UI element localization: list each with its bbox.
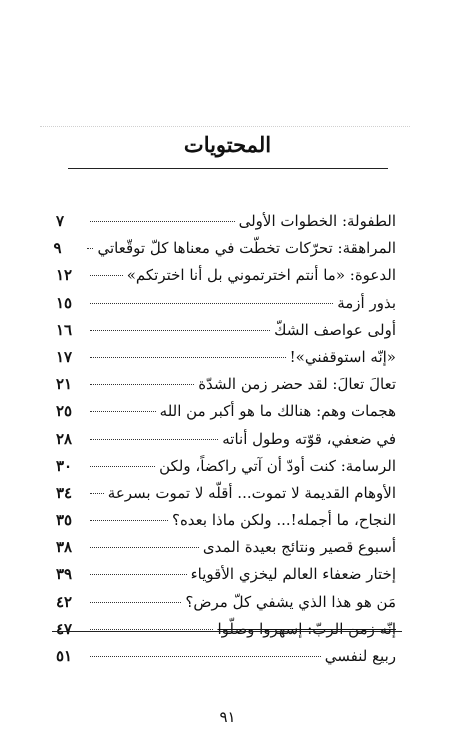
toc-entry-title: إنّه زمن الربّ: إسهروا وصلّوا [217,619,396,638]
dot-leader [90,629,213,630]
toc-entry-title: الطفولة: الخطوات الأولى [238,212,396,230]
toc-entry-title: بذور أزمة [337,293,396,312]
toc-entry-page-number: ٧ [56,212,65,230]
toc-entry [56,208,396,235]
toc-entry [56,616,396,643]
toc-entry-page-number: ١٦ [56,320,73,339]
toc-entry [56,290,396,317]
toc-entry-page-number: ١٧ [56,347,73,366]
toc-entry-page-number: ٢٨ [56,429,73,448]
dot-leader [90,439,218,440]
toc-entry-page-number: ١٥ [56,293,73,312]
toc-entry-page-number: ١٢ [56,266,73,285]
dot-leader [90,520,168,521]
dot-leader [90,221,235,222]
dot-leader [90,466,155,467]
toc-entry-title: ربيع لنفسي [324,647,396,665]
toc-entry-title: «إنّه استوقفني»! [289,347,396,366]
toc-entry-title: أولى عواصف الشكّ [274,320,396,339]
toc-entry-page-number: ٣٨ [56,538,73,557]
toc-entry-page-number: ٣٤ [56,483,73,502]
dot-leader [90,547,199,548]
toc-entry [56,561,396,588]
toc-entry-title: في ضعفي، قوّته وطول أناته [222,429,396,448]
scan-speckle [40,126,410,129]
toc-entry-title: أسبوع قصير ونتائج بعيدة المدى [202,538,396,557]
dot-leader [90,275,123,276]
toc-entry [56,643,396,670]
dot-leader [90,330,270,331]
dot-leader [90,411,156,412]
toc-entry-page-number: ٩ [53,239,62,258]
dot-leader [87,248,93,249]
toc-entry-title: الرسامة: كنت أودّ أن آتي راكضاً، ولكن [159,456,396,475]
toc-entry-title: تعالَ تعالَ: لقد حضر زمن الشدّة [198,375,396,394]
toc-entry [56,453,396,480]
toc-entry-page-number: ٤٧ [56,619,73,638]
toc-entry [56,507,396,534]
toc-entry-title: هجمات وهم: هنالك ما هو أكبر من الله [159,402,396,421]
toc-entry-title: إختار ضعفاء العالم ليخزي الأقوياء [190,565,396,584]
toc-entry-page-number: ٢٥ [56,402,73,421]
toc-entry-page-number: ٣٠ [56,456,73,475]
table-of-contents [53,208,396,670]
toc-entry [56,317,396,344]
toc-entry [56,534,396,561]
toc-entry [56,262,396,289]
toc-entry [56,589,396,616]
dot-leader [90,303,333,304]
dot-leader [90,602,181,603]
toc-entry-title: المراهقة: تحرّكات تخطّت في معناها كلّ توقّعاتي [97,239,396,258]
toc-entry-title: النجاح، ما أجمله!... ولكن ماذا بعده؟ [171,511,396,530]
toc-entry [56,371,396,398]
dot-leader [90,384,194,385]
dot-leader [90,493,104,494]
toc-entry-title: الأوهام القديمة لا تموت... أقلّه لا تموت بسرعة [107,483,396,502]
toc-entry [56,480,396,507]
toc-entry [56,398,396,425]
dot-leader [90,574,187,575]
toc-entry-page-number: ٤٢ [56,592,73,611]
toc-entry [53,235,396,262]
toc-entry-page-number: ٣٩ [56,565,73,584]
toc-entry-page-number: ٥١ [56,647,73,665]
toc-entry-page-number: ٢١ [56,375,73,394]
toc-entry-title: الدعوة: «ما أنتم اخترتموني بل أنا اخترتكم» [126,266,396,285]
toc-entry-title: مَن هو هذا الذي يشفي كلّ مرض؟ [185,592,396,611]
title-underline [68,168,388,169]
page-number: ٩١ [219,708,236,726]
toc-entry [56,344,396,371]
toc-entry [56,426,396,453]
dot-leader [90,656,321,657]
dot-leader [90,357,286,358]
toc-entry-page-number: ٣٥ [56,511,73,530]
page-title: المحتويات [183,132,272,157]
